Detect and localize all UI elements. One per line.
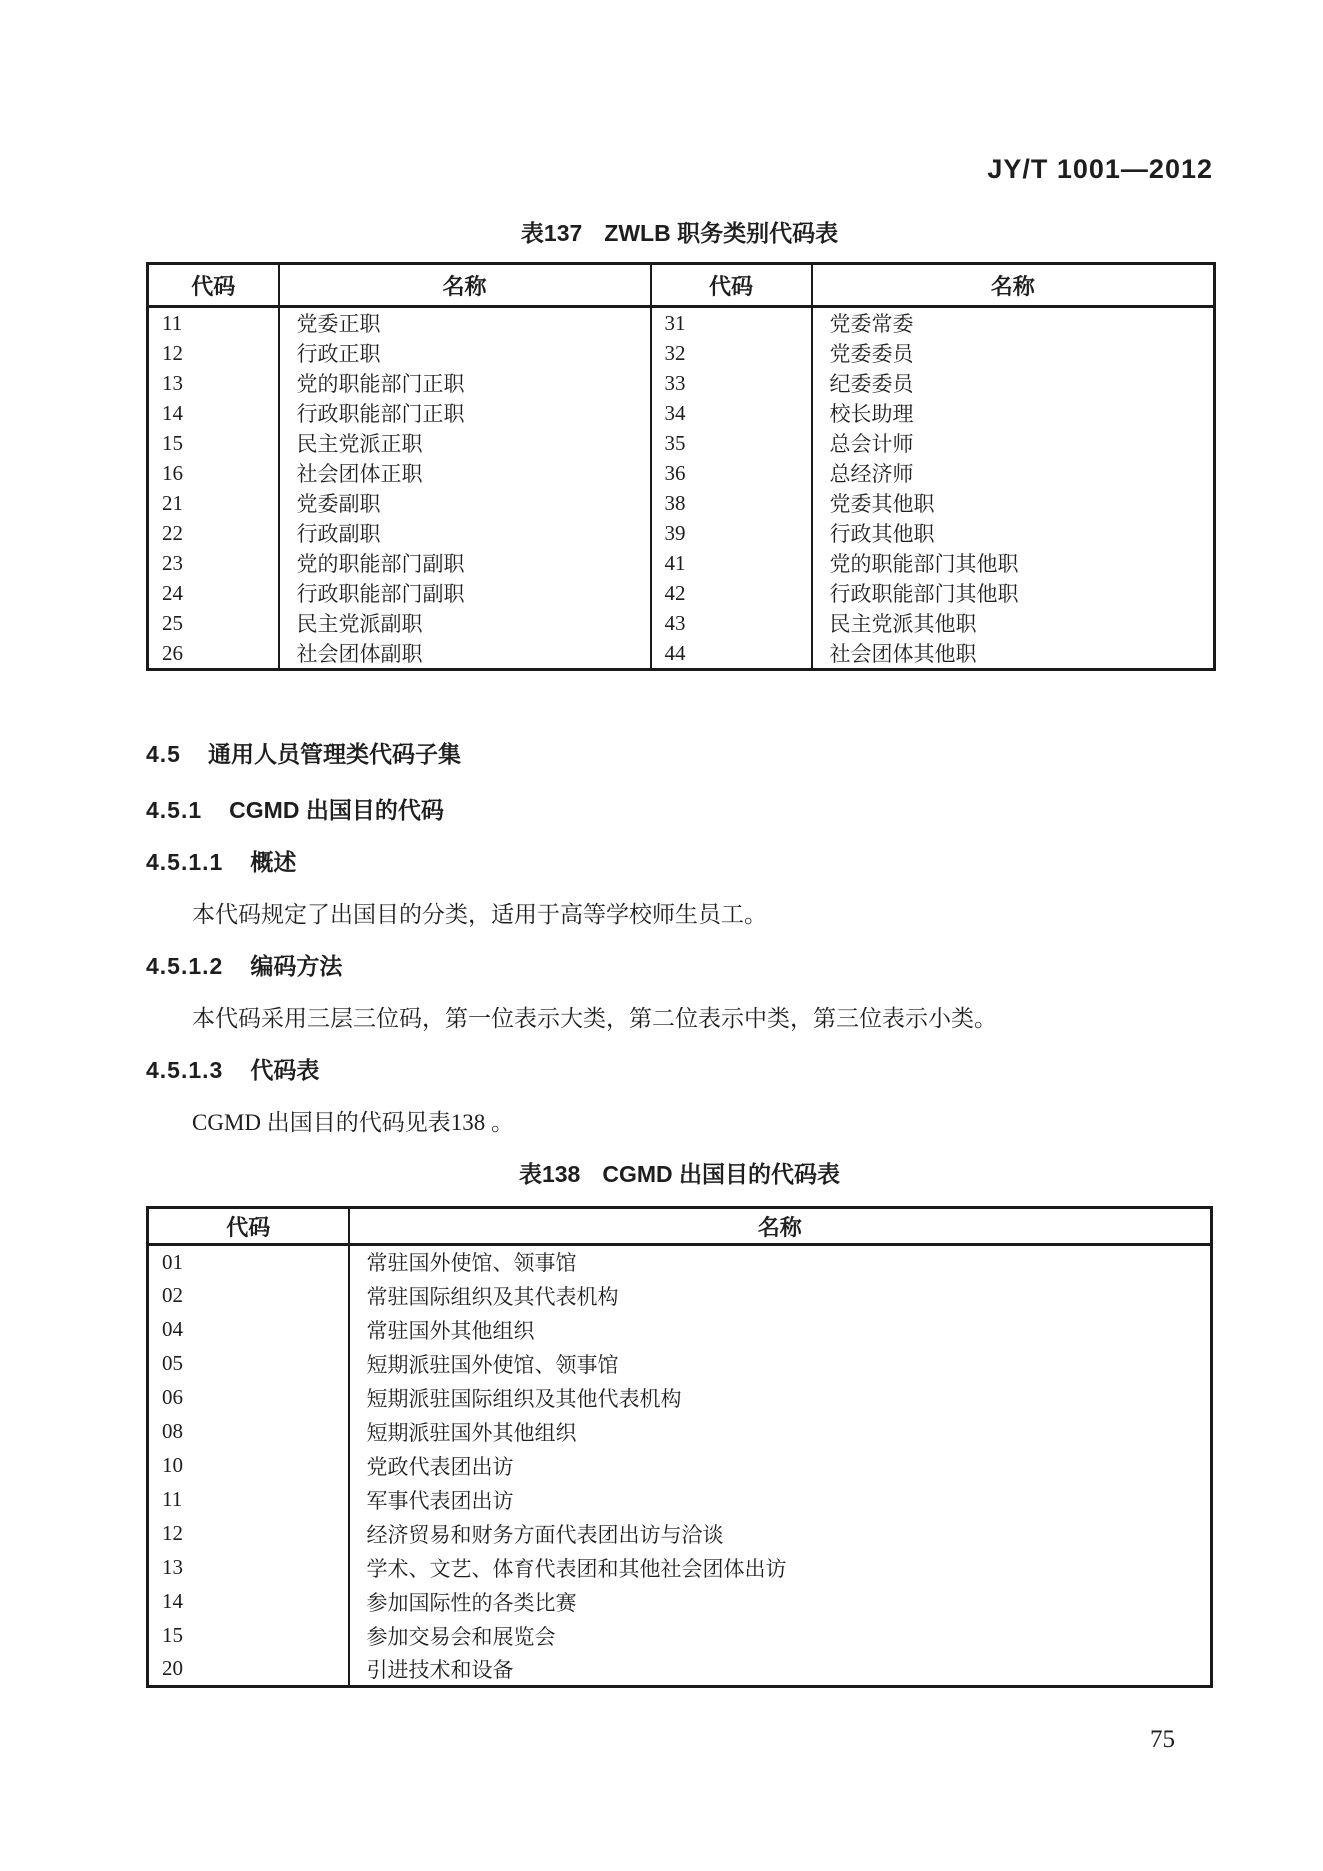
table-row [148,458,1215,488]
paragraph-overview: 本代码规定了出国目的分类，适用于高等学校师生员工。 [192,902,767,927]
code-cell: 13 [162,370,183,395]
name-cell: 总会计师 [812,428,1215,458]
paragraph-code-table-ref: CGMD 出国目的代码见表138 。 [192,1110,515,1135]
table-row [148,1347,1212,1381]
name-cell: 总经济师 [812,458,1215,488]
table-row [148,1381,1212,1415]
table-row [148,1483,1212,1517]
section-title: 代码表 [250,1057,320,1083]
name-cell: 党委其他职 [812,488,1215,518]
table-row [148,1279,1212,1313]
name-cell: 行政职能部门正职 [279,398,651,428]
code-cell: 14 [162,400,183,425]
name-cell: 行政职能部门副职 [279,578,651,608]
table138-caption [146,1156,1213,1189]
name-cell: 校长助理 [812,398,1215,428]
section-title: 编码方法 [250,953,343,979]
section-number: 4.5.1.3 [146,1057,224,1083]
name-cell: 党委副职 [279,488,651,518]
table-row [148,1449,1212,1483]
code-cell: 20 [162,1656,183,1681]
code-cell: 06 [162,1385,183,1409]
code-cell: 41 [651,548,812,578]
name-cell: 社会团体正职 [279,458,651,488]
code-cell: 15 [162,1623,183,1647]
name-cell: 民主党派正职 [279,428,651,458]
table-row [148,338,1215,368]
section-title: CGMD 出国目的代码 [229,797,444,823]
name-cell: 短期派驻国外使馆、领事馆 [349,1347,1212,1381]
name-cell: 常驻国际组织及其代表机构 [349,1279,1212,1313]
name-cell: 行政其他职 [812,518,1215,548]
table-row [148,428,1215,458]
section-title: 概述 [250,849,297,875]
table-row [148,398,1215,428]
code-cell: 04 [162,1317,183,1341]
table-137-zwlb [146,262,1216,671]
table-138-cgmd [146,1206,1213,1688]
name-cell: 短期派驻国际组织及其他代表机构 [349,1381,1212,1415]
code-cell: 35 [651,428,812,458]
table-header-row [148,264,1215,307]
table138-caption-name: CGMD 出国目的代码表 [602,1161,841,1187]
code-cell: 21 [162,490,183,515]
page-number: 75 [1150,1726,1175,1753]
code-cell: 33 [651,368,812,398]
code-cell: 36 [651,458,812,488]
name-cell: 参加交易会和展览会 [349,1619,1212,1653]
code-cell: 12 [162,340,183,365]
section-heading-4-5 [146,736,1213,769]
column-header-code: 代码 [148,264,279,307]
name-cell: 党的职能部门其他职 [812,548,1215,578]
code-cell: 10 [162,1453,183,1477]
table-row [148,638,1215,670]
name-cell: 行政正职 [279,338,651,368]
table-row [148,368,1215,398]
code-cell: 22 [162,520,183,545]
table137-caption [146,215,1213,248]
table-row [148,1245,1212,1279]
section-heading-4-5-1-2 [146,948,1213,981]
table-row [148,1653,1212,1687]
table-row [148,307,1215,339]
table-row [148,1415,1212,1449]
code-cell: 11 [162,1487,183,1511]
code-cell: 12 [162,1521,183,1545]
section-heading-4-5-1-3 [146,1052,1213,1085]
code-cell: 39 [651,518,812,548]
section-number: 4.5.1.1 [146,849,224,875]
code-cell: 13 [162,1555,183,1579]
table137-caption-name: ZWLB 职务类别代码表 [604,220,839,246]
code-cell: 14 [162,1589,183,1613]
name-cell: 经济贸易和财务方面代表团出访与洽谈 [349,1517,1212,1551]
code-cell: 15 [162,430,183,455]
name-cell: 短期派驻国外其他组织 [349,1415,1212,1449]
code-cell: 24 [162,580,183,605]
code-cell: 02 [162,1283,183,1307]
name-cell: 党委常委 [812,307,1215,339]
table-row [148,1619,1212,1653]
code-cell: 16 [162,460,183,485]
name-cell: 学术、文艺、体育代表团和其他社会团体出访 [349,1551,1212,1585]
table137-caption-label: 表137 [520,220,583,246]
section-number: 4.5 [146,741,181,767]
name-cell: 参加国际性的各类比赛 [349,1585,1212,1619]
table-header-row [148,1208,1212,1245]
table-row [148,1551,1212,1585]
column-header-code: 代码 [148,1208,349,1245]
name-cell: 常驻国外使馆、领事馆 [349,1245,1212,1279]
column-header-name: 名称 [349,1208,1212,1245]
table-row [148,548,1215,578]
column-header-name: 名称 [812,264,1215,307]
table138-caption-label: 表138 [518,1161,581,1187]
code-cell: 31 [651,307,812,339]
code-cell: 11 [162,310,183,335]
name-cell: 党的职能部门正职 [279,368,651,398]
section-number: 4.5.1.2 [146,953,224,979]
section-title: 通用人员管理类代码子集 [207,741,461,767]
code-cell: 38 [651,488,812,518]
table-row [148,1585,1212,1619]
table-row [148,518,1215,548]
table-row [148,578,1215,608]
code-cell: 23 [162,550,183,575]
name-cell: 社会团体其他职 [812,638,1215,670]
code-cell: 08 [162,1419,183,1443]
table-row [148,1517,1212,1551]
table-row [148,608,1215,638]
section-heading-4-5-1 [146,792,1213,825]
code-cell: 05 [162,1351,183,1375]
code-cell: 26 [162,640,183,665]
name-cell: 行政职能部门其他职 [812,578,1215,608]
code-cell: 25 [162,610,183,635]
name-cell: 民主党派副职 [279,608,651,638]
name-cell: 常驻国外其他组织 [349,1313,1212,1347]
name-cell: 党政代表团出访 [349,1449,1212,1483]
name-cell: 行政副职 [279,518,651,548]
table-row [148,1313,1212,1347]
name-cell: 纪委委员 [812,368,1215,398]
column-header-code: 代码 [651,264,812,307]
name-cell: 党委正职 [279,307,651,339]
code-cell: 32 [651,338,812,368]
column-header-name: 名称 [279,264,651,307]
code-cell: 43 [651,608,812,638]
name-cell: 党的职能部门副职 [279,548,651,578]
code-cell: 44 [651,638,812,670]
name-cell: 引进技术和设备 [349,1653,1212,1687]
name-cell: 党委委员 [812,338,1215,368]
section-number: 4.5.1 [146,797,203,823]
code-cell: 42 [651,578,812,608]
code-cell: 34 [651,398,812,428]
name-cell: 社会团体副职 [279,638,651,670]
name-cell: 民主党派其他职 [812,608,1215,638]
name-cell: 军事代表团出访 [349,1483,1212,1517]
paragraph-coding-method: 本代码采用三层三位码，第一位表示大类，第二位表示中类，第三位表示小类。 [192,1006,997,1031]
table-row [148,488,1215,518]
code-cell: 01 [162,1249,183,1274]
section-heading-4-5-1-1 [146,844,1213,877]
standard-code-header: JY/T 1001—2012 [987,154,1213,184]
